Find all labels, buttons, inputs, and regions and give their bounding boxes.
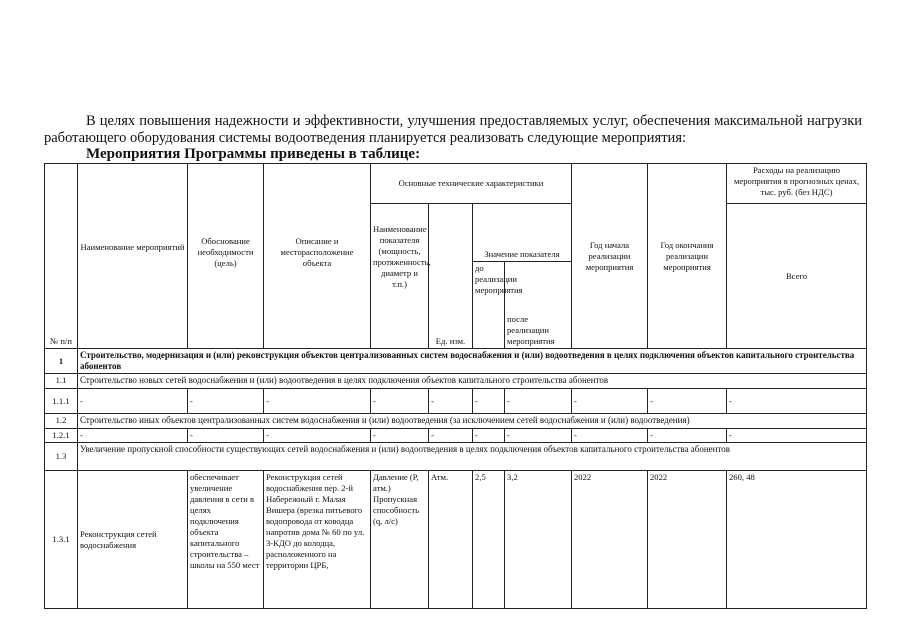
row-1-3-1-reason: обеспечивает увеличение давления в сети в целях подключения объекта капитального строительства – школы на 550 мест (188, 471, 264, 609)
header-start-year: Год начала реализации мероприятия (572, 164, 648, 349)
header-total: Всего (727, 204, 867, 349)
program-table (44, 163, 867, 609)
row-1-2-1-cell: - (473, 429, 505, 443)
row-1-2-1-cell: - (188, 429, 264, 443)
row-1-num: 1 (45, 349, 78, 374)
row-1-1-text: Строительство новых сетей водоснабжения и (или) водоотведения в целях подключения объектов капитального строительства абонентов (78, 374, 867, 389)
row-1-1-1-num: 1.1.1 (45, 389, 78, 414)
row-1-2-1-cell: - (429, 429, 473, 443)
row-1-2-1-cell: - (572, 429, 648, 443)
row-1-1-1-cell: - (648, 389, 727, 414)
row-1-2-num: 1.2 (45, 414, 78, 429)
row-1-text: Строительство, модернизация и (или) реконструкция объектов централизованных систем водоснабжения и (или) водоотведения в целях подключения объектов капитального строительства абонентов (78, 349, 867, 374)
header-value: Значение показателя (473, 204, 572, 262)
row-1-1-1-cell: - (78, 389, 188, 414)
row-1-1-1-cell: - (473, 389, 505, 414)
row-1-2-1-cell: - (727, 429, 867, 443)
header-after: после реализации мероприятия (505, 262, 572, 349)
header-description: Описание и месторасположение объекта (264, 164, 371, 349)
row-1-3-1-before: 2,5 (473, 471, 505, 609)
row-1-1-1-cell: - (264, 389, 371, 414)
header-before: до реализации мероприятия (473, 262, 505, 349)
row-1-1-1-cell: - (727, 389, 867, 414)
row-1-3-1-start-year: 2022 (572, 471, 648, 609)
row-1-1-1-cell: - (188, 389, 264, 414)
row-1-3-1-unit: Атм. (429, 471, 473, 609)
row-1-1-num: 1.1 (45, 374, 78, 389)
row-1-3-1-end-year: 2022 (648, 471, 727, 609)
row-1-2-1-cell: - (505, 429, 572, 443)
row-1-3-1-num: 1.3.1 (45, 471, 78, 609)
row-1-2-1-num: 1.2.1 (45, 429, 78, 443)
row-1-1-1-cell: - (429, 389, 473, 414)
header-indicator-name: Наименование показателя (мощность, протяженность, диаметр и т.п.) (371, 204, 429, 349)
header-tech: Основные технические характеристики (371, 164, 572, 204)
header-end-year: Год окончания реализации мероприятия (648, 164, 727, 349)
header-name: Наименование мероприятий (78, 164, 188, 349)
row-1-2-1-cell: - (371, 429, 429, 443)
table-title: Мероприятия Программы приведены в таблице: (86, 146, 421, 162)
row-1-1-1-cell: - (505, 389, 572, 414)
row-1-3-num: 1.3 (45, 443, 78, 471)
intro-paragraph: В целях повышения надежности и эффективности, улучшения предоставляемых услуг, обеспечения максимальной нагрузки работающего оборудования системы водоотведения планируется реализовать следующие мероприятия: (44, 113, 862, 146)
row-1-1-1-cell: - (572, 389, 648, 414)
header-num: № п/п (45, 164, 78, 349)
row-1-3-1-indicator: Давление (Р, атм.) Пропускная способность (q, л/с) (371, 471, 429, 609)
row-1-1-1-cell: - (371, 389, 429, 414)
row-1-3-1-description: Реконструкция сетей водоснабжения пер. 2-й Набережный г. Малая Вишера (врезка питьевого водопровода от ководца напротив дома № 60 по ул. 3-КДО до колодца, расположенного на территории ЦРБ, (264, 471, 371, 609)
row-1-2-text: Строительство иных объектов централизованных систем водоснабжения и (или) водоотведения (за исключением сетей водоснабжения и (или) водоотведения) (78, 414, 867, 429)
row-1-2-1-cell: - (78, 429, 188, 443)
row-1-3-1-name: Реконструкция сетей водоснабжения (78, 471, 188, 609)
header-unit: Ед. изм. (429, 204, 473, 349)
row-1-3-1-total: 260, 48 (727, 471, 867, 609)
row-1-2-1-cell: - (264, 429, 371, 443)
row-1-2-1-cell: - (648, 429, 727, 443)
header-reason: Обоснование необходимости (цель) (188, 164, 264, 349)
row-1-3-text: Увеличение пропускной способности существующих сетей водоснабжения и (или) водоотведения в целях подключения объектов капитального строительства абонентов (78, 443, 867, 471)
row-1-3-1-after: 3,2 (505, 471, 572, 609)
header-costs: Расходы на реализацию мероприятия в прогнозных ценах, тыс. руб. (без НДС) (727, 164, 867, 204)
